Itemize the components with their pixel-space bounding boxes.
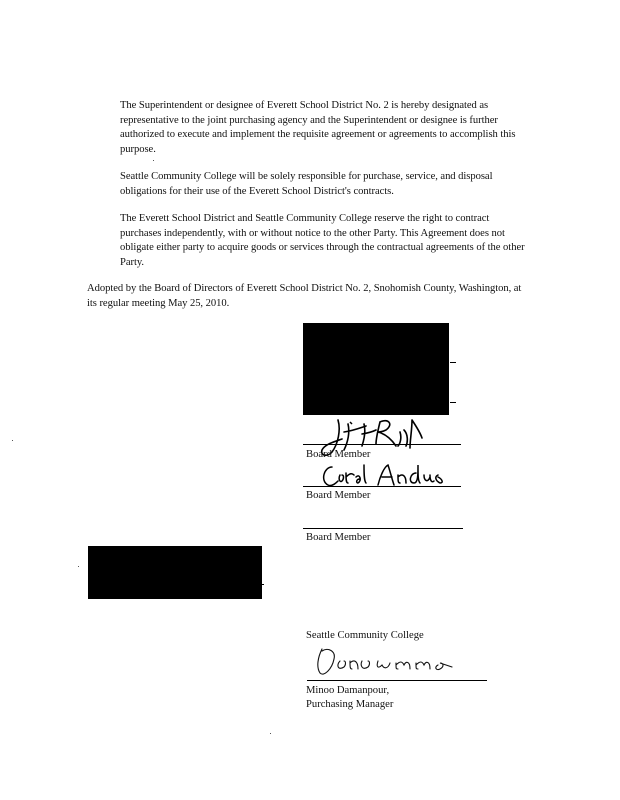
redaction-box [303,323,449,415]
board-member-label: Board Member [306,449,371,460]
superintendent-paragraph: The Superintendent or designee of Everett School District No. 2 is hereby designated as representative to the joint purchasing agency and the Superintendent or designee is further authorized to execute and implement the requisite agreement or agreements to accomplish this purpose. [120,100,516,155]
college-heading: Seattle Community College [306,630,424,641]
signer-name: Minoo Damanpour, [306,685,390,696]
signature-line [303,486,461,487]
signature-line-stub [258,584,264,585]
board-member-label: Board Member [306,490,371,501]
handwritten-signature [318,461,448,489]
handwritten-signature [312,645,472,679]
adoption-paragraph: Adopted by the Board of Directors of Everett School District No. 2, Snohomish County, Washington, at its regular meeting May 25, 2010. [87,283,522,309]
signature-line [303,528,463,529]
scan-speck [270,733,271,734]
scan-speck [12,440,13,441]
signature-line-stub [450,402,456,403]
obligations-paragraph: Seattle Community College will be solely responsible for purchase, service, and disposal obligations for their use of the Everett School District's contracts. [120,171,493,197]
board-member-label: Board Member [306,532,371,543]
reserve-rights-paragraph: The Everett School District and Seattle Community College reserve the right to contract purchases independently, with or without notice to the other Party. This Agreement does not obligate either party to acquire goods or services through the contractual agreements of the other Party. [120,213,525,268]
signature-line [303,444,461,445]
signature-line [307,680,487,681]
scan-speck [153,160,154,161]
signature-line-stub [450,362,456,363]
redaction-box [88,546,262,599]
signer-title: Purchasing Manager [306,699,394,710]
scan-speck [78,566,79,567]
